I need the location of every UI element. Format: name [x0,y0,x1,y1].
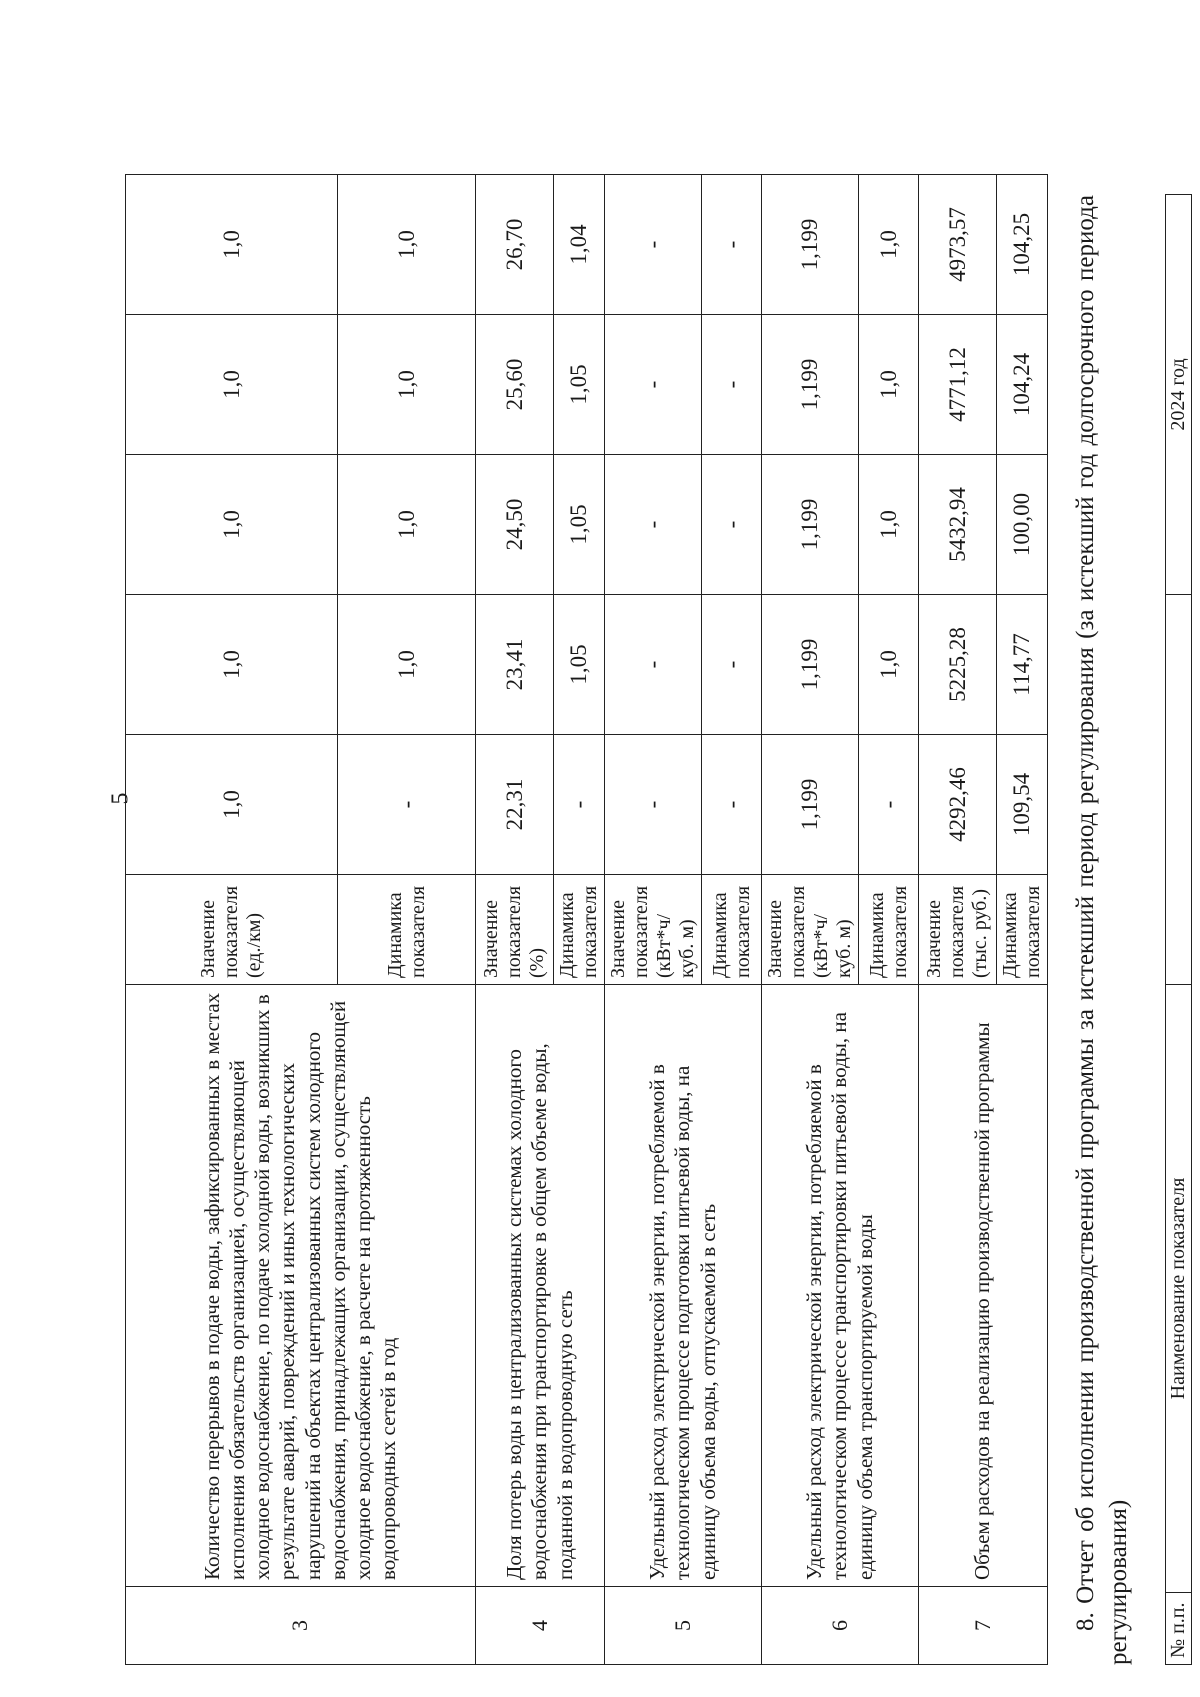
indicator-value: - [605,315,702,455]
indicator-value: 5225,28 [919,595,997,735]
indicator-value: 1,05 [554,315,605,455]
indicator-label: Динамика показателя [997,875,1048,985]
indicator-value: 1,199 [762,315,859,455]
indicator-name: Количество перерывов в подаче воды, зафиксированных в местах исполнения обязательств организацией, осуществляющей холодное водоснабжение, по подаче холодной воды, возникших в результате аварий, повреждений и иных технологических нарушений на объектах централизованных систем холодного водоснабжения, принадлежащих организации, осуществляющей холодное водоснабжение, в расчете на протяженность водопроводных сетей в год [126,985,476,1587]
table-row [126,175,338,1665]
indicator-value: 5432,94 [919,455,997,595]
indicator-value: 1,0 [338,175,476,315]
indicator-value: 1,0 [126,595,338,735]
indicator-value: 23,41 [476,595,554,735]
table-row [605,175,702,1665]
indicator-name: Удельный расход электрической энергии, потребляемой в технологическом процессе подготовки питьевой воды, на единицу объема воды, отпускаемой в сеть [605,985,762,1587]
row-number: 3 [126,1587,476,1665]
indicator-value: - [702,175,762,315]
indicator-value: - [702,455,762,595]
indicator-value: 1,0 [859,455,919,595]
indicator-label: Динамика показателя [702,875,762,985]
indicator-value: 4292,46 [919,735,997,875]
indicator-value: 4771,12 [919,315,997,455]
indicator-name: Доля потерь воды в централизованных системах холодного водоснабжения при транспортировке в общем объеме воды, поданной в водопроводную сеть [476,985,605,1587]
indicators-table [125,174,1048,1665]
indicator-name: Удельный расход электрической энергии, потребляемой в технологическом процессе транспортировки питьевой воды, на единицу объема транспортируемой воды [762,985,919,1587]
indicator-value: 100,00 [997,455,1048,595]
indicator-value: 26,70 [476,175,554,315]
indicator-value: 1,0 [338,315,476,455]
indicator-label: Значение показателя (тыс. руб.) [919,875,997,985]
indicator-value: - [554,735,605,875]
indicator-value: 1,0 [126,315,338,455]
indicator-value: 1,04 [554,175,605,315]
indicator-value: 1,199 [762,175,859,315]
section-8-header-row [1166,195,1192,1665]
table-row [476,175,554,1665]
indicator-value: 22,31 [476,735,554,875]
indicator-value: 1,0 [859,315,919,455]
indicator-label: Динамика показателя [859,875,919,985]
indicator-value: 104,25 [997,175,1048,315]
row-number: 5 [605,1587,762,1665]
indicator-label: Значение показателя (кВт*ч/куб. м) [762,875,859,985]
header-year: 2024 год [1166,195,1192,595]
page-number: 5 [107,792,134,804]
indicator-value: 1,199 [762,595,859,735]
indicator-value: - [338,735,476,875]
indicator-value: - [859,735,919,875]
indicator-value: 4973,57 [919,175,997,315]
header-name: Наименование показателя [1166,985,1192,1593]
table-row [919,175,997,1665]
indicator-value: 109,54 [997,735,1048,875]
indicator-value: 1,199 [762,455,859,595]
indicator-label: Значение показателя (%) [476,875,554,985]
row-number: 7 [919,1587,1048,1665]
indicator-value: - [702,595,762,735]
indicator-value: - [702,735,762,875]
indicator-value: 114,77 [997,595,1048,735]
indicator-value: 24,50 [476,455,554,595]
indicator-value: - [605,735,702,875]
indicator-value: 25,60 [476,315,554,455]
header-blank [1166,595,1192,985]
indicator-value: 1,0 [338,455,476,595]
indicator-value: 104,24 [997,315,1048,455]
header-num: № п.п. [1166,1593,1192,1665]
indicator-value: 1,0 [859,595,919,735]
indicator-value: 1,0 [859,175,919,315]
indicator-value: 1,05 [554,455,605,595]
indicator-name: Объем расходов на реализацию производственной программы [919,985,1048,1587]
indicator-value: - [702,315,762,455]
indicator-label: Значение показателя (кВт*ч/куб. м) [605,875,702,985]
indicator-label: Динамика показателя [338,875,476,985]
indicator-value: - [605,595,702,735]
indicator-label: Значение показателя (ед./км) [126,875,338,985]
row-number: 6 [762,1587,919,1665]
indicator-label: Динамика показателя [554,875,605,985]
indicator-value: 1,0 [338,595,476,735]
rotated-document [125,15,1200,1665]
row-number: 4 [476,1587,605,1665]
indicator-value: 1,0 [126,455,338,595]
indicator-value: 1,199 [762,735,859,875]
indicator-value: 1,0 [126,175,338,315]
indicator-value: - [605,175,702,315]
table-row [762,175,859,1665]
section-8-heading: 8. Отчет об исполнении производственной программы за истекший период регулирования (за истекший год долгосрочного периода регулирования) [1072,195,1132,1665]
indicator-value: - [605,455,702,595]
indicator-value: 1,0 [126,735,338,875]
section-8-table [1165,194,1192,1665]
indicator-value: 1,05 [554,595,605,735]
